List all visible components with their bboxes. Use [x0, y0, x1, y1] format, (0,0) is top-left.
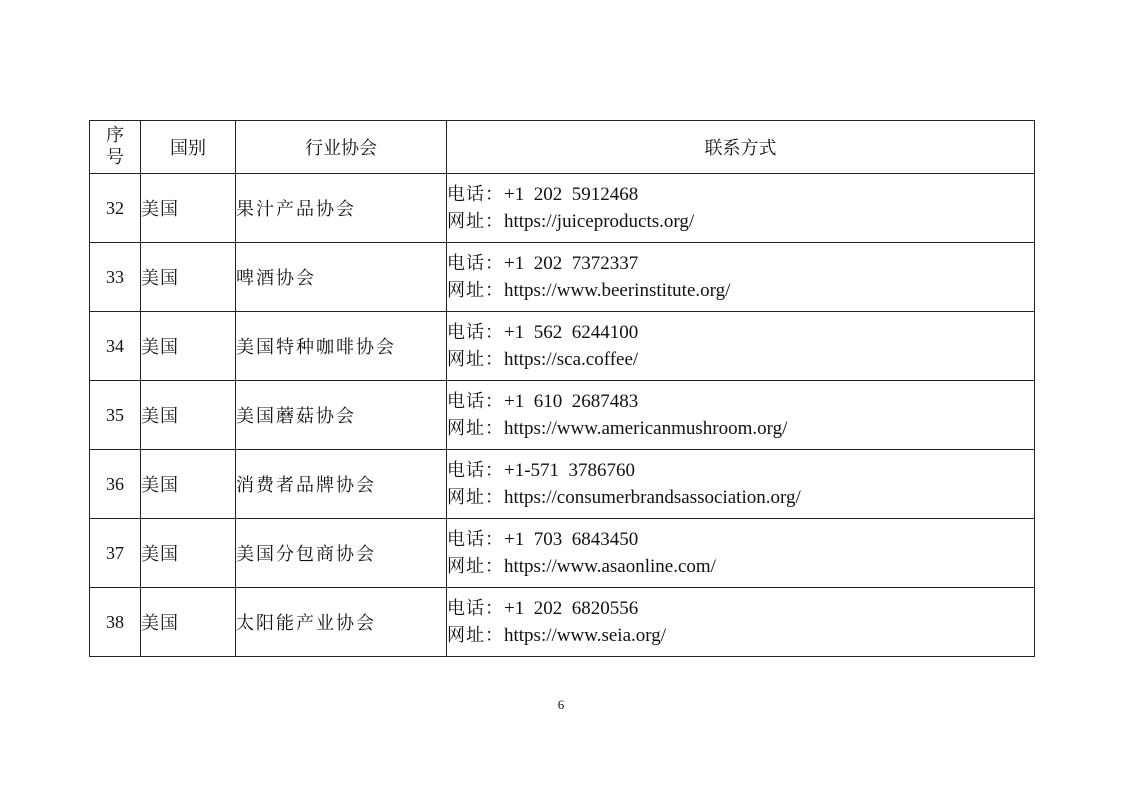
- page-number: 6: [557, 697, 565, 712]
- website-link[interactable]: https://sca.coffee/: [504, 349, 639, 370]
- website-label: 网址：: [447, 211, 504, 232]
- table-row: [90, 312, 1035, 381]
- website-label: 网址：: [447, 556, 504, 577]
- website-label: 网址：: [447, 280, 504, 301]
- row-association: 美国分包商协会: [236, 519, 447, 588]
- phone-line: [447, 181, 1034, 208]
- phone-value: +1 202 7372337: [504, 253, 639, 274]
- phone-line: [447, 319, 1034, 346]
- table-header-row: [90, 121, 1035, 174]
- phone-value: +1 202 6820556: [504, 598, 639, 619]
- website-link[interactable]: https://consumerbrandsassociation.org/: [504, 487, 801, 508]
- phone-line: [447, 457, 1034, 484]
- row-index: 37: [90, 519, 141, 588]
- phone-value: +1 703 6843450: [504, 529, 639, 550]
- phone-value: +1 202 5912468: [504, 184, 639, 205]
- row-index: 32: [90, 174, 141, 243]
- website-line: [447, 208, 1034, 235]
- header-index: 序号: [90, 121, 141, 174]
- table-row: [90, 588, 1035, 657]
- header-association: 行业协会: [236, 121, 447, 174]
- website-line: [447, 346, 1034, 373]
- row-index: 35: [90, 381, 141, 450]
- website-line: [447, 553, 1034, 580]
- website-label: 网址：: [447, 349, 504, 370]
- row-association: 消费者品牌协会: [236, 450, 447, 519]
- phone-line: [447, 526, 1034, 553]
- row-association: 美国蘑菇协会: [236, 381, 447, 450]
- row-contact: [447, 381, 1035, 450]
- row-index: 33: [90, 243, 141, 312]
- website-label: 网址：: [447, 418, 504, 439]
- row-contact: [447, 588, 1035, 657]
- phone-label: 电话：: [447, 529, 504, 550]
- row-contact: [447, 243, 1035, 312]
- table-row: [90, 243, 1035, 312]
- row-country: 美国: [141, 312, 236, 381]
- website-link[interactable]: https://www.beerinstitute.org/: [504, 280, 731, 301]
- row-contact: [447, 519, 1035, 588]
- website-link[interactable]: https://www.asaonline.com/: [504, 556, 716, 577]
- association-table: [89, 120, 1035, 657]
- row-country: 美国: [141, 174, 236, 243]
- table-row: [90, 174, 1035, 243]
- table-row: [90, 519, 1035, 588]
- row-country: 美国: [141, 588, 236, 657]
- phone-line: [447, 388, 1034, 415]
- row-association: 啤酒协会: [236, 243, 447, 312]
- website-label: 网址：: [447, 487, 504, 508]
- row-contact: [447, 174, 1035, 243]
- row-country: 美国: [141, 519, 236, 588]
- phone-value: +1-571 3786760: [504, 460, 636, 481]
- row-index: 34: [90, 312, 141, 381]
- website-label: 网址：: [447, 625, 504, 646]
- phone-value: +1 562 6244100: [504, 322, 639, 343]
- row-contact: [447, 450, 1035, 519]
- website-link[interactable]: https://www.seia.org/: [504, 625, 667, 646]
- phone-label: 电话：: [447, 598, 504, 619]
- header-country: 国别: [141, 121, 236, 174]
- header-contact: 联系方式: [447, 121, 1035, 174]
- website-line: [447, 484, 1034, 511]
- row-contact: [447, 312, 1035, 381]
- website-line: [447, 622, 1034, 649]
- phone-label: 电话：: [447, 184, 504, 205]
- row-country: 美国: [141, 381, 236, 450]
- phone-line: [447, 595, 1034, 622]
- table-row: [90, 450, 1035, 519]
- row-association: 果汁产品协会: [236, 174, 447, 243]
- row-association: 太阳能产业协会: [236, 588, 447, 657]
- row-index: 36: [90, 450, 141, 519]
- phone-label: 电话：: [447, 253, 504, 274]
- phone-value: +1 610 2687483: [504, 391, 639, 412]
- row-index: 38: [90, 588, 141, 657]
- phone-label: 电话：: [447, 460, 504, 481]
- table-row: [90, 381, 1035, 450]
- website-link[interactable]: https://juiceproducts.org/: [504, 211, 695, 232]
- phone-label: 电话：: [447, 322, 504, 343]
- phone-label: 电话：: [447, 391, 504, 412]
- table-body: [90, 174, 1035, 657]
- website-link[interactable]: https://www.americanmushroom.org/: [504, 418, 788, 439]
- row-country: 美国: [141, 243, 236, 312]
- website-line: [447, 277, 1034, 304]
- website-line: [447, 415, 1034, 442]
- row-country: 美国: [141, 450, 236, 519]
- row-association: 美国特种咖啡协会: [236, 312, 447, 381]
- phone-line: [447, 250, 1034, 277]
